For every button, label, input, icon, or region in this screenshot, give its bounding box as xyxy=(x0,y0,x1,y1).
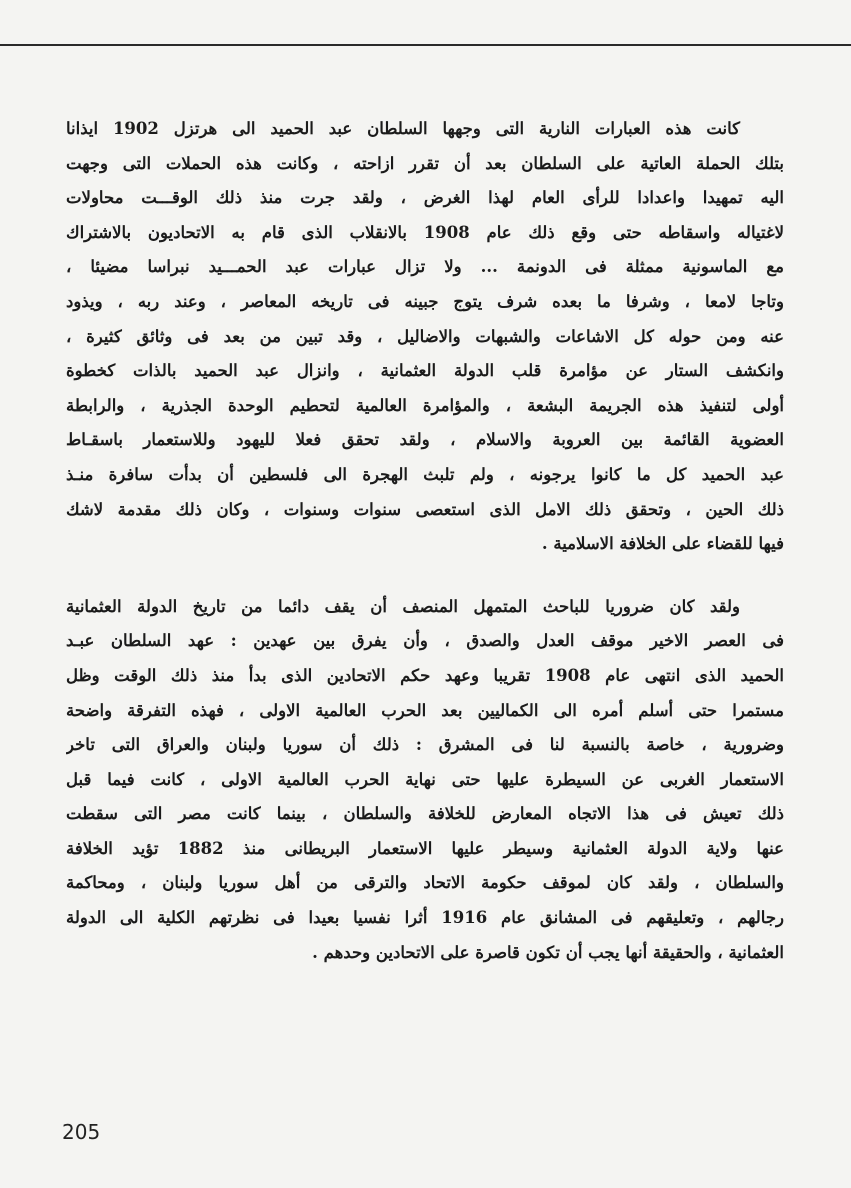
text-line: وتاجا لامعا ، وشرفا ما بعده شرف يتوج جبينه فى تاريخه المعاصر ، وعند ربه ، ويذود xyxy=(66,291,784,311)
text-line: كانت هذه العبارات النارية التى وجهها السلطان عبد الحميد الى هرتزل 1902 ايذانا xyxy=(66,119,740,138)
text-line: أولى لتنفيذ هذه الجريمة البشعة ، والمؤامرة العالمية لتحطيم الوحدة الجذرية ، والرابطة xyxy=(66,395,784,415)
text-line: الاستعمار الغربى عن السيطرة عليها حتى نهاية الحرب العالمية الاولى ، كانت فيما قبل xyxy=(66,769,784,789)
paragraph-2 xyxy=(66,590,784,971)
text-line: فى العصر الاخير موقف العدل والصدق ، وأن يفرق بين عهدين : عهد السلطان عبـد xyxy=(66,631,784,651)
text-line: والسلطان ، ولقد كان لموقف حكومة الاتحاد والترقى من أهل سوريا ولبنان ، ومحاكمة xyxy=(66,873,784,893)
text-line: العثمانية ، والحقيقة أنها يجب أن تكون قاصرة على الاتحادين وحدهم . xyxy=(312,942,784,962)
text-line: ذلك تعيش فى هذا الاتجاه المعارض للخلافة والسلطان ، بينما كانت مصر التى سقطت xyxy=(66,804,784,824)
text-line: ولقد كان ضروريا للباحث المتمهل المنصف أن يقف دائما من تاريخ الدولة العثمانية xyxy=(66,596,740,616)
text-line: عبد الحميد كل ما كانوا يرجونه ، ولم تلبث الهجرة الى فلسطين أن بدأت سافرة منـذ xyxy=(66,464,784,484)
text-line: مستمرا حتى أسلم أمره الى الكماليين بعد الحرب العالمية الاولى ، فهذه التفرقة واضحة xyxy=(66,700,784,720)
text-line: وضرورية ، خاصة بالنسبة لنا فى المشرق : ذلك أن سوريا ولبنان والعراق التى تاخر xyxy=(66,735,784,755)
paragraph-1 xyxy=(66,112,784,562)
header-rule xyxy=(0,44,851,46)
text-line: ذلك الحين ، وتحقق ذلك الامل الذى استعصى سنوات وسنوات ، وكان ذلك مقدمة لاشك xyxy=(66,499,784,519)
text-line: رجالهم ، وتعليقهم فى المشانق عام 1916 أثرا نفسيا بعيدا فى نظرتهم الكلية الى الدولة xyxy=(66,908,784,928)
text-line: فيها للقضاء على الخلافة الاسلامية . xyxy=(541,534,784,554)
text-line: لاغتياله واسقاطه حتى وقع ذلك عام 1908 بالانقلاب الذى قام به الاتحاديون بالاشتراك xyxy=(66,222,784,242)
text-line: عنه ومن حوله كل الاشاعات والشبهات والاضاليل ، وقد تبين من بعد فى وثائق كثيرة ، xyxy=(66,326,784,346)
text-line: وانكشف الستار عن مؤامرة قلب الدولة العثمانية ، وانزال عبد الحميد بالذات كخطوة xyxy=(66,361,784,381)
text-line: عنها ولاية الدولة العثمانية وسيطر عليها الاستعمار البريطانى منذ 1882 تؤيد الخلافة xyxy=(66,838,784,858)
text-line: اليه تمهيدا واعدادا للرأى العام لهذا الغرض ، ولقد جرت منذ ذلك الوقـــت محاولات xyxy=(66,188,784,208)
paragraph-spacer xyxy=(66,562,784,590)
text-line: الحميد الذى انتهى عام 1908 تقريبا وعهد حكم الاتحادين الذى بدأ منذ ذلك الوقت وظل xyxy=(66,665,784,685)
page-number: 205 xyxy=(62,1120,101,1144)
text-line: العضوية القائمة بين العروبة والاسلام ، ولقد تحقق فعلا لليهود وللاستعمار باسقـاط xyxy=(66,430,784,450)
text-line: مع الماسونية ممثلة فى الدونمة ... ولا تزال عبارات عبد الحمـــيد نبراسا مضيئا ، xyxy=(66,257,784,277)
page-body xyxy=(66,112,784,970)
text-line: بتلك الحملة العاتية على السلطان بعد أن تقرر ازاحته ، وكانت هذه الحملات التى وجهت xyxy=(66,153,784,173)
